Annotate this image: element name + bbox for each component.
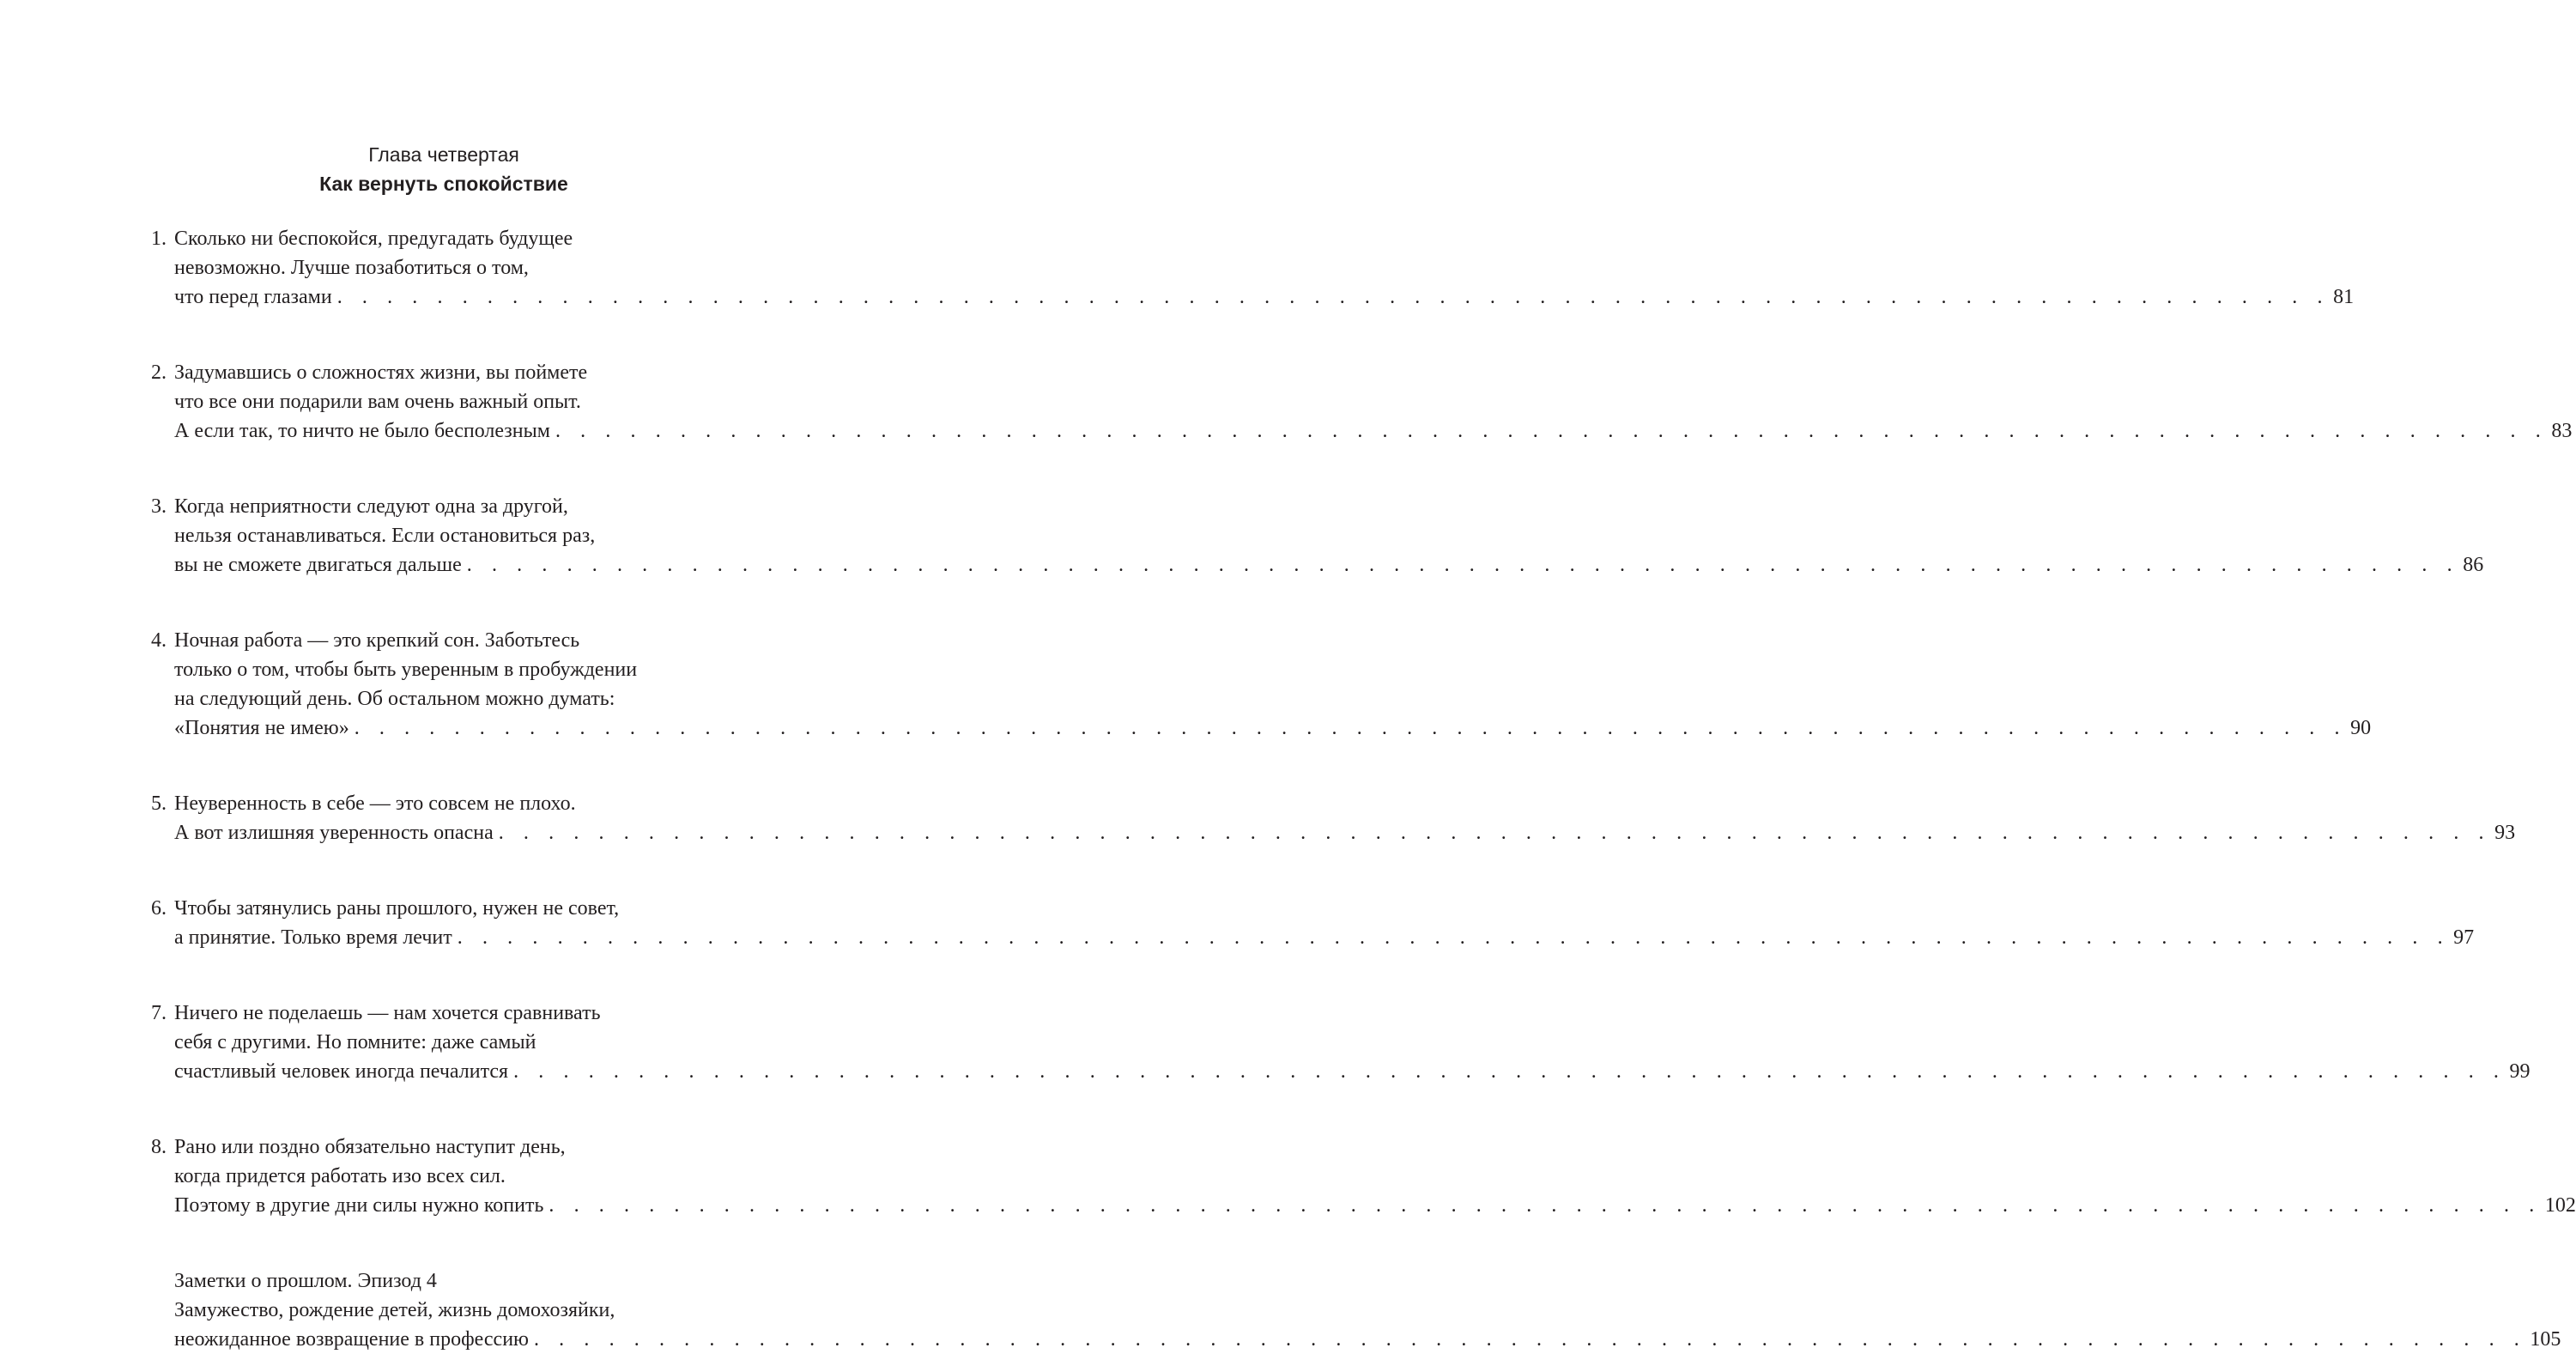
toc-entry-text: Чтобы затянулись раны прошлого, нужен не совет, [174,897,620,920]
dot-leader: . . . . . . . . . . . . . . . . . . . . . . . . . . . . . . . . . . . . . . . . . . . . . . . . . . . . . . . . . . . . . . . . . . . . . . . . . . . . . . . . [498,822,2492,844]
toc-entry-line [151,1028,737,1057]
chapter-label: Глава четвертая [368,143,519,166]
toc-entry-text: Заметки о прошлом. Эпизод 4 [174,1270,437,1292]
dot-leader: . . . . . . . . . . . . . . . . . . . . . . . . . . . . . . . . . . . . . . . . . . . . . . . . . . . . . . . . . . . . . . . . . . . . . . . . . . . . . . . . [533,1328,2527,1351]
toc-page-number[interactable]: 86 [2463,554,2484,576]
toc-entry-line [151,818,2516,847]
toc-entry-line [151,1057,2531,1086]
toc-entry[interactable] [151,894,2475,952]
toc-entry[interactable] [151,626,2372,743]
toc-entry[interactable] [151,1266,2561,1354]
toc-entry-text: неожиданное возвращение в профессию [174,1328,529,1351]
toc-entry-line [151,521,737,550]
toc-page-number[interactable]: 90 [2350,717,2372,739]
table-of-contents [151,224,2576,1354]
toc-entry-text: себя с другими. Но помните: даже самый [174,1031,536,1053]
toc-entry-text: Неуверенность в себе — это совсем не плохо. [174,792,576,815]
toc-page-number[interactable]: 83 [2551,420,2573,442]
toc-entry[interactable] [151,358,2573,446]
toc-entry-line [151,387,737,416]
toc-entry-line [151,1266,737,1296]
toc-entry[interactable] [151,999,2531,1086]
toc-entry-line [151,550,2484,580]
toc-entry-number: 2. [151,361,167,384]
toc-page-number[interactable]: 102 [2544,1194,2576,1217]
toc-entry-number: 1. [151,228,167,250]
toc-entry-text: что перед глазами [174,286,332,308]
dot-leader: . . . . . . . . . . . . . . . . . . . . . . . . . . . . . . . . . . . . . . . . . . . . . . . . . . . . . . . . . . . . . . . . . . . . . . . . . . . . . . . . [513,1060,2506,1083]
toc-entry-text: счастливый человек иногда печалится [174,1060,509,1083]
toc-entry-line [151,626,737,655]
toc-entry-line [151,923,2475,952]
toc-entry-number: 4. [151,629,167,652]
toc-entry-text: Рано или поздно обязательно наступит день, [174,1136,566,1158]
toc-entry-text: Задумавшись о сложностях жизни, вы поймете [174,361,588,384]
toc-entry-text: на следующий день. Об остальном можно думать: [174,688,615,710]
toc-entry-text: невозможно. Лучше позаботиться о том, [174,257,529,279]
toc-entry[interactable] [151,224,2355,312]
toc-entry-line [151,999,737,1028]
dot-leader: . . . . . . . . . . . . . . . . . . . . . . . . . . . . . . . . . . . . . . . . . . . . . . . . . . . . . . . . . . . . . . . . . . . . . . . . . . . . . . . . [555,420,2549,442]
toc-entry-text: Когда неприятности следуют одна за другой, [174,495,568,518]
toc-entry-number: 6. [151,897,167,920]
toc-entry-text: Ничего не поделаешь — нам хочется сравнивать [174,1002,601,1024]
toc-entry-text: Сколько ни беспокойся, предугадать будущее [174,228,573,250]
toc-page-number[interactable]: 93 [2494,822,2516,844]
toc-page-number[interactable]: 81 [2333,286,2355,308]
toc-entry-line [151,416,2573,446]
chapter-title: Как вернуть спокойствие [319,173,568,195]
toc-entry-line [151,224,737,253]
toc-entry-line [151,282,2355,312]
dot-leader: . . . . . . . . . . . . . . . . . . . . . . . . . . . . . . . . . . . . . . . . . . . . . . . . . . . . . . . . . . . . . . . . . . . . . . . . . . . . . . . . [336,286,2331,308]
toc-entry-line [151,713,2372,743]
toc-entry-text: только о том, чтобы быть уверенным в пробуждении [174,659,638,681]
toc-entry-text: Ночная работа — это крепкий сон. Заботьтесь [174,629,580,652]
toc-entry-text: нельзя останавливаться. Если остановиться раз, [174,525,596,547]
toc-page-number[interactable]: 105 [2530,1328,2561,1351]
toc-entry-line [151,655,737,684]
toc-entry-line [151,1325,2561,1354]
toc-entry[interactable] [151,1132,2576,1220]
toc-entry-number: 3. [151,495,167,518]
toc-entry-text: что все они подарили вам очень важный опыт. [174,391,581,413]
dot-leader: . . . . . . . . . . . . . . . . . . . . . . . . . . . . . . . . . . . . . . . . . . . . . . . . . . . . . . . . . . . . . . . . . . . . . . . . . . . . . . . . [549,1194,2542,1217]
toc-entry-line [151,492,737,521]
toc-page-number[interactable]: 99 [2509,1060,2531,1083]
toc-entry-number: 8. [151,1136,167,1158]
toc-entry-line [151,1191,2576,1220]
toc-entry-text: «Понятия не имею» [174,717,349,739]
toc-entry-text: а принятие. Только время лечит [174,926,452,949]
toc-entry-number: 7. [151,1002,167,1024]
toc-entry-text: А если так, то ничто не было бесполезным [174,420,550,442]
toc-page-number[interactable]: 97 [2453,926,2475,949]
dot-leader: . . . . . . . . . . . . . . . . . . . . . . . . . . . . . . . . . . . . . . . . . . . . . . . . . . . . . . . . . . . . . . . . . . . . . . . . . . . . . . . . [457,926,2451,949]
toc-entry-text: вы не сможете двигаться дальше [174,554,462,576]
toc-entry-text: А вот излишняя уверенность опасна [174,822,494,844]
toc-entry-line [151,1162,737,1191]
toc-entry-line [151,789,737,818]
toc-entry-text: когда придется работать изо всех сил. [174,1165,506,1187]
toc-entry[interactable] [151,492,2484,580]
toc-entry-line [151,358,737,387]
toc-entry-text: Замужество, рождение детей, жизнь домохозяйки, [174,1299,615,1321]
dot-leader: . . . . . . . . . . . . . . . . . . . . . . . . . . . . . . . . . . . . . . . . . . . . . . . . . . . . . . . . . . . . . . . . . . . . . . . . . . . . . . . . [354,717,2348,739]
toc-entry-line [151,684,737,713]
toc-entry[interactable] [151,789,2516,847]
toc-entry-text: Поэтому в другие дни силы нужно копить [174,1194,544,1217]
dot-leader: . . . . . . . . . . . . . . . . . . . . . . . . . . . . . . . . . . . . . . . . . . . . . . . . . . . . . . . . . . . . . . . . . . . . . . . . . . . . . . . . [466,554,2460,576]
toc-entry-line [151,253,737,282]
toc-entry-number: 5. [151,792,167,815]
toc-entry-line [151,1296,737,1325]
toc-entry-line [151,1132,737,1162]
toc-entry-line [151,894,737,923]
